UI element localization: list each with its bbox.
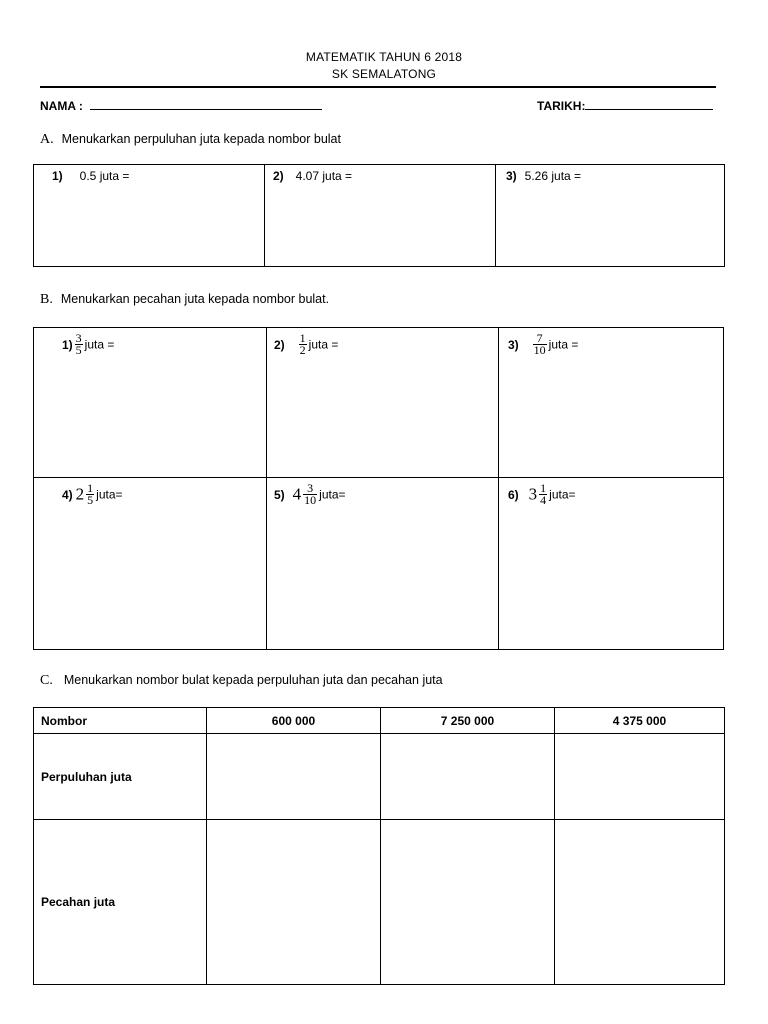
- nama-field: [40, 99, 322, 113]
- fraction: $\frac{3}{5}$: [75, 331, 82, 357]
- question-text: juta =: [84, 337, 115, 352]
- nombor-header: Nombor: [34, 708, 207, 734]
- section-a-heading: [40, 132, 341, 148]
- question-text: 5.26 juta =: [524, 169, 582, 183]
- question-number: 2): [274, 337, 285, 352]
- nama-input-line[interactable]: [90, 109, 322, 110]
- question-text: juta=: [319, 487, 346, 502]
- number-header-2: 7 250 000: [381, 708, 555, 734]
- question-text: juta =: [308, 337, 339, 352]
- question-number: 6): [508, 487, 519, 502]
- fraction: $\frac{1}{4}$: [540, 481, 547, 507]
- section-b-table: [33, 327, 724, 650]
- section-a-cell-2[interactable]: [265, 165, 496, 267]
- answer-cell[interactable]: [555, 820, 725, 985]
- question-text: 4.07 juta =: [295, 169, 353, 183]
- section-b-letter: B.: [40, 292, 53, 307]
- perpuluhan-juta-label: Perpuluhan juta: [34, 734, 207, 820]
- section-a-cell-1[interactable]: [34, 165, 265, 267]
- question-number: 1): [62, 337, 73, 352]
- section-b-instruction: Menukarkan pecahan juta kepada nombor bulat.: [60, 292, 330, 306]
- section-b-cell-6[interactable]: [499, 478, 724, 650]
- question-text: juta =: [548, 337, 579, 352]
- section-a-letter: A.: [40, 132, 54, 147]
- section-a-table: [33, 164, 725, 267]
- question-text: 0.5 juta =: [79, 169, 130, 183]
- question-text: juta=: [549, 487, 576, 502]
- whole-number: 2: [75, 484, 85, 504]
- question-number: 4): [62, 487, 73, 502]
- section-c-heading: [40, 673, 443, 689]
- tarikh-input-line[interactable]: [585, 109, 713, 110]
- answer-cell[interactable]: [207, 734, 381, 820]
- tarikh-field: [537, 99, 713, 113]
- question-number: 3): [506, 169, 517, 183]
- section-c-instruction: Menukarkan nombor bulat kepada perpuluhan juta dan pecahan juta: [63, 673, 443, 687]
- section-b-heading: [40, 292, 329, 308]
- section-b-cell-5[interactable]: [267, 478, 499, 650]
- number-header-3: 4 375 000: [555, 708, 725, 734]
- fraction: $\frac{7}{10}$: [533, 331, 546, 357]
- section-b-cell-3[interactable]: [499, 328, 724, 478]
- answer-cell[interactable]: [207, 820, 381, 985]
- question-number: 3): [508, 337, 519, 352]
- answer-cell[interactable]: [381, 734, 555, 820]
- tarikh-label: TARIKH:: [537, 99, 586, 113]
- whole-number: 4: [292, 484, 302, 504]
- whole-number: 3: [528, 484, 538, 504]
- header-divider: [40, 86, 716, 88]
- question-number: 5): [274, 487, 285, 502]
- section-b-cell-1[interactable]: [34, 328, 267, 478]
- section-b-cell-2[interactable]: [267, 328, 499, 478]
- question-text: juta=: [96, 487, 123, 502]
- number-header-1: 600 000: [207, 708, 381, 734]
- worksheet-title: MATEMATIK TAHUN 6 2018: [305, 50, 463, 64]
- answer-cell[interactable]: [555, 734, 725, 820]
- answer-cell[interactable]: [381, 820, 555, 985]
- fraction: $\frac{1}{2}$: [299, 331, 306, 357]
- pecahan-juta-label: Pecahan juta: [34, 820, 207, 985]
- section-a-instruction: Menukarkan perpuluhan juta kepada nombor bulat: [61, 132, 341, 146]
- section-a-cell-3[interactable]: [496, 165, 725, 267]
- nama-label: NAMA :: [40, 99, 83, 113]
- question-number: 1): [52, 169, 63, 183]
- section-c-letter: C.: [40, 673, 53, 688]
- question-number: 2): [273, 169, 284, 183]
- school-name: SK SEMALATONG: [331, 67, 437, 81]
- fraction: $\frac{1}{5}$: [87, 481, 94, 507]
- section-b-cell-4[interactable]: [34, 478, 267, 650]
- section-c-table: [33, 707, 725, 985]
- fraction: $\frac{3}{10}$: [304, 481, 317, 507]
